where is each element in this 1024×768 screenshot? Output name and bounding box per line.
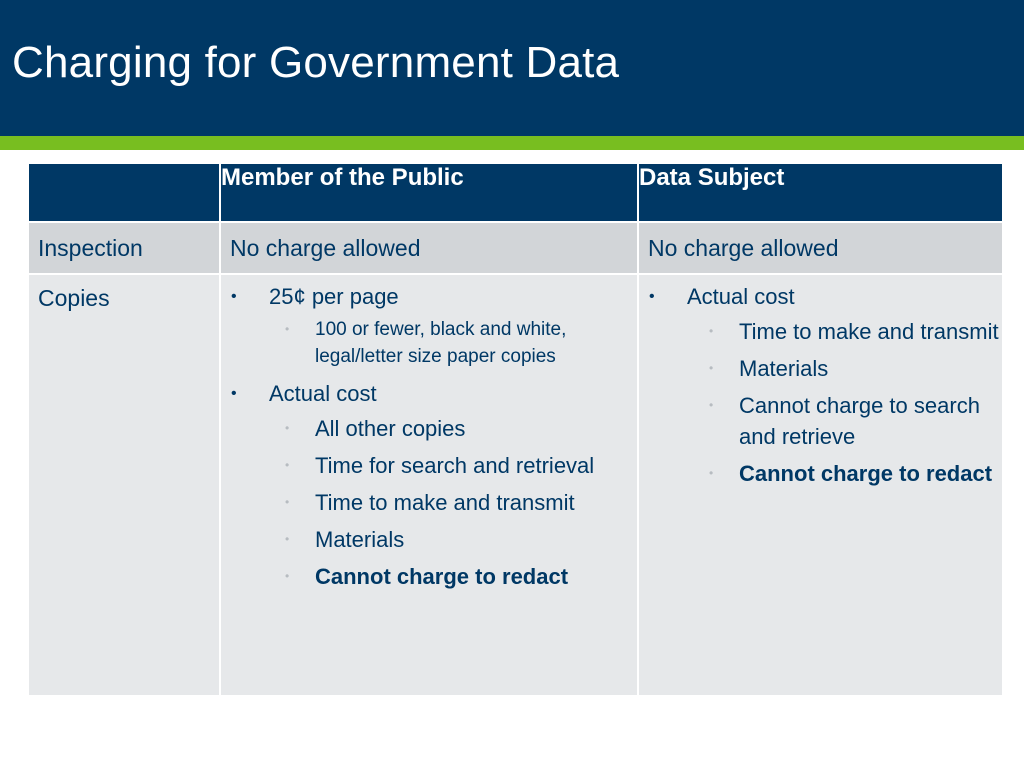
public-bullet-list [221, 283, 637, 592]
inspection-row [28, 222, 1003, 274]
public-item-2-sublist [269, 413, 637, 592]
list-item [687, 390, 1002, 452]
list-item [269, 450, 637, 481]
list-item [269, 487, 637, 518]
list-item [269, 524, 637, 555]
list-item [269, 561, 637, 592]
sub-bullet-icon: • [285, 421, 290, 435]
sub-bullet-icon: • [709, 361, 714, 375]
bullet-icon: • [231, 288, 237, 305]
public-item-2-sub-5: Cannot charge to redact [315, 564, 569, 589]
inspection-subject: No charge allowed [638, 222, 1003, 274]
public-item-2-sub-1: All other copies [315, 416, 466, 441]
header-row [28, 163, 1003, 222]
list-item [687, 353, 1002, 384]
accent-bar [0, 136, 1024, 150]
list-item [687, 458, 1002, 489]
sub-bullet-icon: • [709, 324, 714, 338]
charges-table [27, 162, 1004, 697]
list-item [221, 283, 637, 370]
sub-bullet-icon: • [285, 458, 290, 472]
sub-bullet-icon: • [709, 466, 714, 480]
public-item-2-sub-3: Time to make and transmit [315, 490, 575, 515]
list-item [269, 316, 637, 370]
list-item [221, 380, 637, 592]
subject-item-1-text: Actual cost [687, 284, 795, 309]
public-item-2-sub-2: Time for search and retrieval [315, 453, 595, 478]
subject-bullet-list [639, 283, 1002, 489]
header-blank [28, 163, 220, 222]
list-item [687, 316, 1002, 347]
list-item [269, 413, 637, 444]
copies-public-cell [220, 274, 638, 696]
copies-row [28, 274, 1003, 696]
public-item-1-text: 25¢ per page [269, 284, 399, 309]
sub-bullet-icon: • [285, 495, 290, 509]
subject-item-1-sub-4: Cannot charge to redact [739, 461, 993, 486]
title-bar [0, 0, 1024, 136]
public-item-2-sub-4: Materials [315, 527, 405, 552]
sub-bullet-icon: • [285, 322, 290, 336]
header-data-subject: Data Subject [638, 163, 1003, 222]
subject-item-1-sublist [687, 316, 1002, 489]
inspection-public: No charge allowed [220, 222, 638, 274]
public-item-1-sublist [269, 316, 637, 370]
copies-label: Copies [28, 274, 220, 696]
bullet-icon: • [231, 385, 237, 402]
inspection-label: Inspection [28, 222, 220, 274]
sub-bullet-icon: • [285, 532, 290, 546]
public-item-1-sub-1: 100 or fewer, black and white, legal/letter size paper copies [315, 319, 567, 367]
sub-bullet-icon: • [709, 398, 714, 412]
list-item [639, 283, 1002, 489]
subject-item-1-sub-1: Time to make and transmit [739, 319, 999, 344]
slide-title: Charging for Government Data [12, 38, 620, 87]
header-member-of-public: Member of the Public [220, 163, 638, 222]
subject-item-1-sub-3: Cannot charge to search and retrieve [739, 393, 980, 449]
sub-bullet-icon: • [285, 569, 290, 583]
copies-subject-cell [638, 274, 1003, 696]
subject-item-1-sub-2: Materials [739, 356, 829, 381]
public-item-2-text: Actual cost [269, 381, 377, 406]
bullet-icon: • [649, 288, 655, 305]
